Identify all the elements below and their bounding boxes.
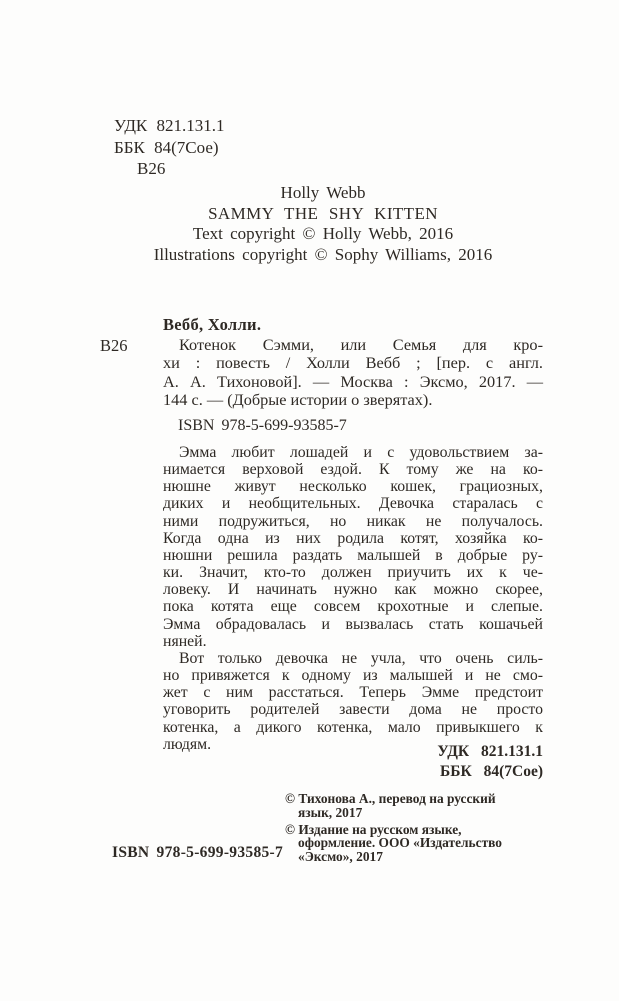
bbk-code: ББК 84(7Сое) bbox=[114, 137, 219, 157]
bbk-code-bottom: ББК 84(7Сое) bbox=[439, 763, 543, 780]
text-line: нимается верховой ездой. К тому же на ко- bbox=[163, 461, 543, 479]
text-line: диких и необщительных. Девочка старалась с bbox=[163, 495, 543, 513]
annotation-paragraph-2 bbox=[163, 650, 543, 753]
catalog-author-sign: В26 bbox=[100, 336, 128, 355]
text-line: Вот только девочка не учла, что очень силь- bbox=[179, 649, 543, 667]
copyright-translation-entry bbox=[285, 792, 553, 820]
original-title: SAMMY THE SHY KITTEN bbox=[208, 203, 438, 223]
text-line: котенка, а дикого котенка, мало привыкшего к bbox=[163, 718, 543, 736]
catalog-isbn: ISBN 978-5-699-93585-7 bbox=[178, 417, 347, 434]
bottom-isbn: ISBN 978-5-699-93585-7 bbox=[112, 844, 284, 861]
text-line: уговорить родителей завести дома не просто bbox=[163, 701, 543, 719]
text-line: нюшни решила раздать малышей в добрые ру- bbox=[163, 546, 543, 564]
text-line: ними подружиться, но никак не получалось. bbox=[163, 512, 543, 530]
text-line: няней. bbox=[163, 632, 207, 650]
original-author: Holly Webb bbox=[280, 183, 366, 202]
author-sign-code: В26 bbox=[137, 159, 166, 178]
catalog-author-heading: Вебб, Холли. bbox=[163, 315, 262, 334]
udk-code: УДК 821.131.1 bbox=[114, 116, 225, 135]
bottom-classification-codes bbox=[437, 742, 543, 782]
top-classification-codes bbox=[114, 115, 225, 180]
text-line: © Тихонова А., перевод на русский bbox=[285, 791, 496, 806]
original-title-block bbox=[100, 183, 546, 265]
text-copyright-line: Text copyright © Holly Webb, 2016 bbox=[192, 224, 454, 244]
text-line: но привяжется к одному из малышей и не смо- bbox=[163, 667, 543, 685]
text-line: 144 с. — (Добрые истории о зверятах). bbox=[163, 390, 433, 410]
text-line: Когда одна из них родила котят, хозяйка ко- bbox=[163, 529, 543, 547]
udk-code-bottom: УДК 821.131.1 bbox=[437, 743, 543, 760]
text-line: пока котята еще совсем крохотные и слепые. bbox=[163, 598, 543, 616]
text-line: © Издание на русском языке, bbox=[285, 821, 462, 837]
annotation-paragraph-1 bbox=[163, 444, 543, 650]
text-line: нюшне живут несколько кошек, грациозных, bbox=[163, 478, 543, 496]
text-line: Котенок Сэмми, или Семья для кро- bbox=[179, 335, 543, 354]
annotation-block bbox=[163, 444, 543, 753]
text-line: ки. Значит, кто-то должен приучить их к че- bbox=[163, 564, 543, 582]
copyright-edition-entry bbox=[285, 823, 553, 864]
text-line: Эмма обрадовалась и вызвалась стать кошачьей bbox=[163, 615, 543, 633]
illustrations-copyright-line: Illustrations copyright © Sophy Williams, 2016 bbox=[153, 244, 493, 264]
text-line: людям. bbox=[163, 735, 212, 753]
text-line: Эмма любит лошадей и с удовольствием за- bbox=[179, 444, 543, 461]
catalog-description bbox=[163, 336, 543, 410]
text-line: оформление. ООО «Издательство bbox=[298, 835, 502, 851]
text-line: ловеку. И начинать нужно как можно скорее, bbox=[163, 581, 543, 599]
text-line: «Эксмо», 2017 bbox=[298, 849, 383, 865]
copyright-block bbox=[285, 792, 553, 864]
text-line: хи : повесть / Холли Вебб ; [пер. с англ. bbox=[163, 353, 543, 373]
text-line: язык, 2017 bbox=[298, 804, 363, 820]
text-line: А. А. Тихоновой]. — Москва : Эксмо, 2017. — bbox=[163, 371, 543, 391]
text-line: жет с ним расстаться. Теперь Эмме предстоит bbox=[163, 684, 543, 702]
